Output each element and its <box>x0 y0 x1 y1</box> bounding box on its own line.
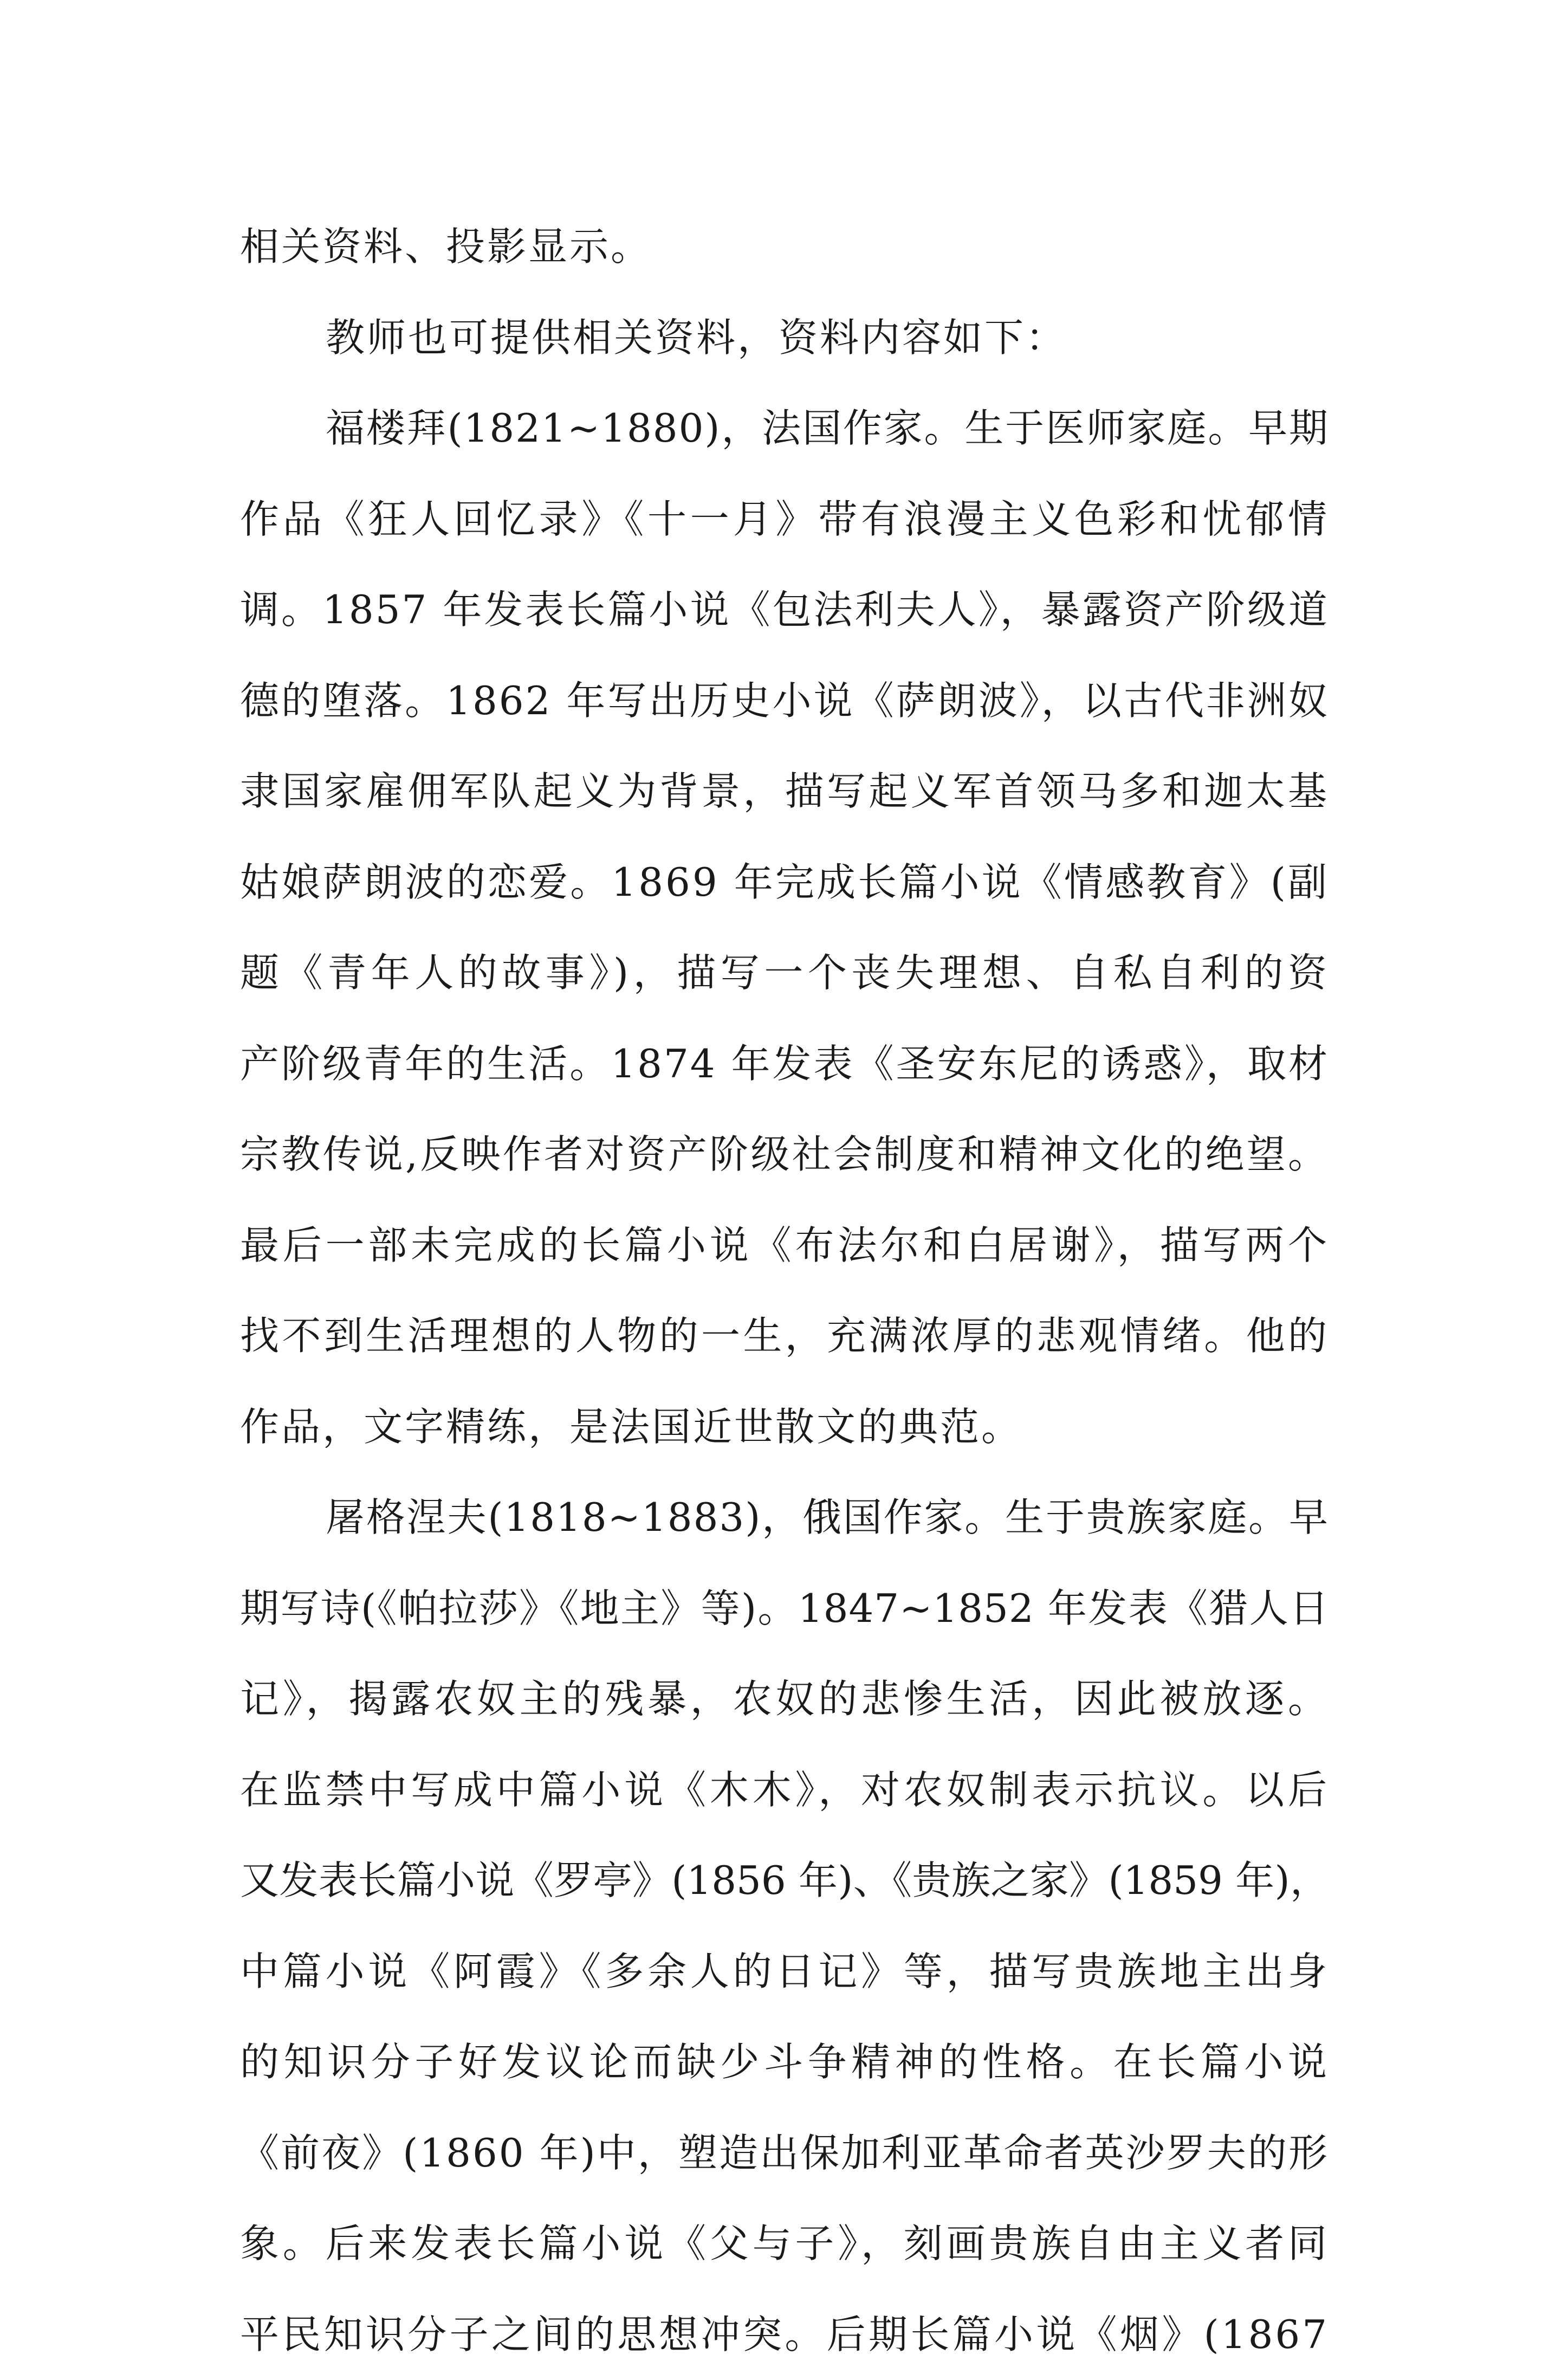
text-line: 作品《狂人回忆录》《十一月》带有浪漫主义色彩和忧郁情 <box>240 474 1329 565</box>
text-line: 期写诗(《帕拉莎》《地主》等)。1847~1852 年发表《猎人日 <box>240 1563 1329 1654</box>
text-line: 相关资料、投影显示。 <box>240 202 1383 293</box>
text-line: 宗教传说,反映作者对资产阶级社会制度和精神文化的绝望。 <box>240 1109 1329 1200</box>
text-line: 福楼拜(1821~1880)，法国作家。生于医师家庭。早期 <box>240 383 1329 474</box>
text-line: 题《青年人的故事》)，描写一个丧失理想、自私自利的资 <box>240 928 1329 1019</box>
text-line: 隶国家雇佣军队起义为背景，描写起义军首领马多和迦太基 <box>240 746 1329 837</box>
text-line: 作品，文字精练，是法国近世散文的典范。 <box>240 1382 1383 1473</box>
text-line: 《前夜》(1860 年)中，塑造出保加利亚革命者英沙罗夫的形 <box>240 2108 1329 2199</box>
text-line: 调。1857 年发表长篇小说《包法利夫人》，暴露资产阶级道 <box>240 565 1329 656</box>
text-line: 象。后来发表长篇小说《父与子》，刻画贵族自由主义者同 <box>240 2198 1329 2290</box>
text-line: 平民知识分子之间的思想冲突。后期长篇小说《烟》(1867 <box>240 2290 1329 2380</box>
text-line: 教师也可提供相关资料，资料内容如下： <box>240 293 1383 384</box>
text-line: 姑娘萨朗波的恋爱。1869 年完成长篇小说《情感教育》(副 <box>240 837 1329 928</box>
text-line: 德的堕落。1862 年写出历史小说《萨朗波》，以古代非洲奴 <box>240 656 1329 747</box>
body-text <box>240 202 1383 2380</box>
text-line: 在监禁中写成中篇小说《木木》，对农奴制表示抗议。以后 <box>240 1745 1329 1836</box>
text-line: 记》，揭露农奴主的残暴，农奴的悲惨生活，因此被放逐。 <box>240 1654 1329 1745</box>
text-line: 产阶级青年的生活。1874 年发表《圣安东尼的诱惑》，取材 <box>240 1019 1329 1110</box>
text-line: 中篇小说《阿霞》《多余人的日记》等，描写贵族地主出身 <box>240 1926 1329 2017</box>
text-line: 的知识分子好发议论而缺少斗争精神的性格。在长篇小说 <box>240 2017 1329 2108</box>
text-line: 屠格涅夫(1818~1883)，俄国作家。生于贵族家庭。早 <box>240 1472 1329 1563</box>
text-line: 又发表长篇小说《罗亭》(1856 年)、《贵族之家》(1859 年)， <box>240 1835 1329 1926</box>
text-line: 最后一部未完成的长篇小说《布法尔和白居谢》，描写两个 <box>240 1200 1329 1291</box>
text-line: 找不到生活理想的人物的一生，充满浓厚的悲观情绪。他的 <box>240 1291 1329 1382</box>
